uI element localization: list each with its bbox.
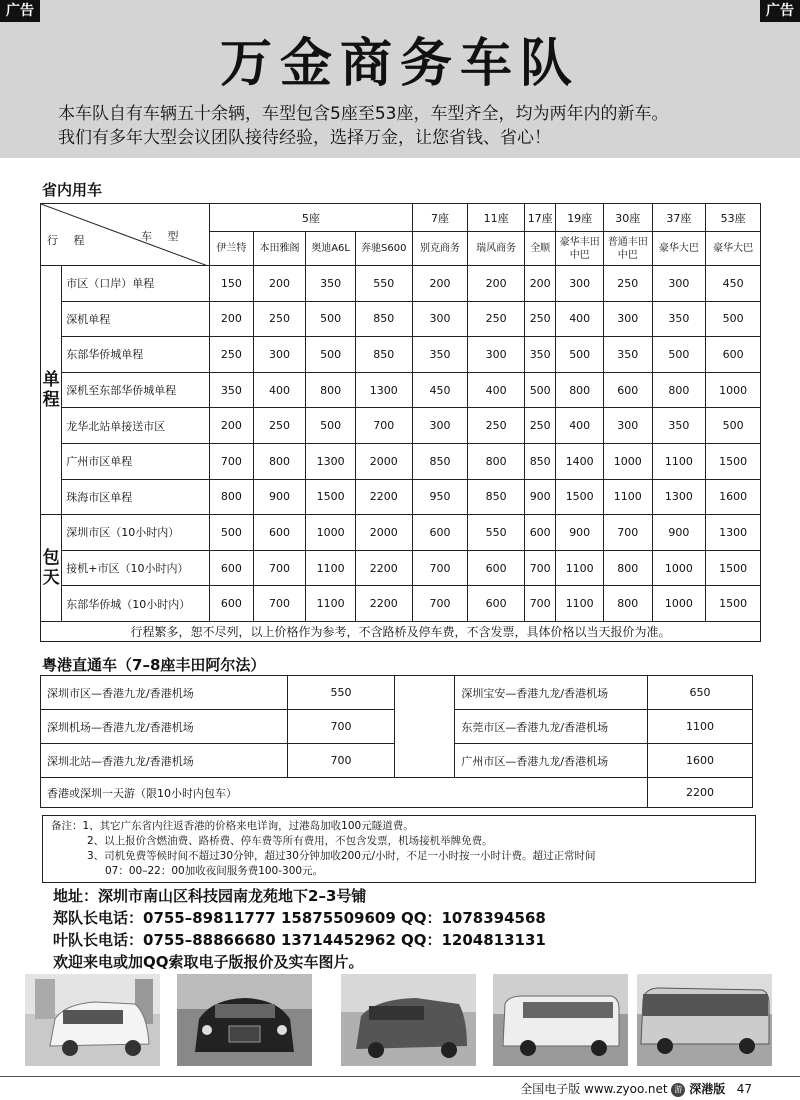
route-cell: 接机+市区（10小时内） — [62, 550, 210, 586]
price-cell: 800 — [603, 586, 652, 622]
price-cell: 250 — [468, 408, 525, 444]
price-cell: 600 — [412, 515, 468, 551]
seat-group: 7座 — [412, 204, 468, 232]
contact-ye: 叶队长电话：0755–88866680 13714452962 QQ：1204813131 — [53, 931, 546, 949]
hk-price-table — [40, 675, 753, 808]
price-cell: 1000 — [652, 586, 706, 622]
price-cell: 700 — [525, 586, 556, 622]
price-cell: 1000 — [706, 372, 761, 408]
province-section-title: 省内用车 — [42, 181, 103, 199]
price-cell: 1100 — [306, 586, 356, 622]
price-cell: 1300 — [306, 443, 356, 479]
price-cell: 250 — [525, 408, 556, 444]
hk-row — [41, 676, 753, 710]
price-cell: 150 — [210, 266, 254, 302]
route-cell: 广州市区单程 — [62, 443, 210, 479]
price-cell: 300 — [603, 408, 652, 444]
contact-welcome: 欢迎来电或加QQ索取电子版报价及实车图片。 — [53, 953, 364, 971]
price-cell: 1300 — [706, 515, 761, 551]
hk-route-cell: 深圳市区—香港九龙/香港机场 — [41, 676, 288, 710]
model-header: 普通丰田中巴 — [603, 232, 652, 266]
price-cell: 700 — [412, 586, 468, 622]
price-cell: 350 — [652, 408, 706, 444]
hk-route-cell: 深圳北站—香港九龙/香港机场 — [41, 744, 288, 778]
hk-route-cell: 深圳机场—香港九龙/香港机场 — [41, 710, 288, 744]
price-cell: 1100 — [603, 479, 652, 515]
seat-group: 11座 — [468, 204, 525, 232]
note-line-3: 3、司机免费等候时间不超过30分钟，超过30分钟加收200元/小时，不足一小时按一小时计费。超过正常时间 — [87, 850, 596, 862]
table-corner-cell — [41, 204, 210, 266]
table-row — [41, 479, 761, 515]
price-cell: 700 — [355, 408, 412, 444]
price-cell: 350 — [306, 266, 356, 302]
coaster-minibus-photo — [493, 974, 628, 1066]
price-cell: 700 — [603, 515, 652, 551]
price-cell: 250 — [253, 408, 306, 444]
model-header: 伊兰特 — [210, 232, 254, 266]
price-cell: 700 — [210, 443, 254, 479]
hk-price-cell: 700 — [287, 744, 395, 778]
price-cell: 800 — [652, 372, 706, 408]
price-cell: 1300 — [652, 479, 706, 515]
price-cell: 850 — [355, 301, 412, 337]
province-price-table — [40, 203, 761, 642]
page-title: 万金商务车队 — [219, 34, 580, 94]
price-cell: 400 — [253, 372, 306, 408]
price-cell: 550 — [468, 515, 525, 551]
group-single-trip — [41, 266, 62, 515]
price-cell: 1100 — [556, 586, 604, 622]
route-cell: 东部华侨城单程 — [62, 337, 210, 373]
price-cell: 350 — [603, 337, 652, 373]
price-cell: 850 — [468, 479, 525, 515]
price-cell: 200 — [468, 266, 525, 302]
page-number: 47 — [736, 1082, 752, 1096]
price-cell: 950 — [412, 479, 468, 515]
table-row — [41, 408, 761, 444]
price-cell: 700 — [253, 586, 306, 622]
price-cell: 350 — [652, 301, 706, 337]
price-cell: 700 — [412, 550, 468, 586]
hk-price-cell: 1100 — [648, 710, 753, 744]
price-cell: 250 — [253, 301, 306, 337]
seat-group: 19座 — [556, 204, 604, 232]
price-cell: 200 — [412, 266, 468, 302]
price-cell: 500 — [556, 337, 604, 373]
intro-line-1: 本车队自有车辆五十余辆，车型包含5座至53座，车型齐全，均为两年内的新车。 — [58, 104, 669, 124]
model-header: 奔驰S600 — [355, 232, 412, 266]
price-cell: 550 — [355, 266, 412, 302]
hk-route-cell: 广州市区—香港九龙/香港机场 — [455, 744, 648, 778]
price-cell: 500 — [706, 408, 761, 444]
route-cell: 市区（口岸）单程 — [62, 266, 210, 302]
price-cell: 850 — [355, 337, 412, 373]
price-cell: 2000 — [355, 443, 412, 479]
intro-line-2: 我们有多年大型会议团队接待经验，选择万金，让您省钱、省心！ — [58, 128, 551, 148]
table-note-row — [41, 621, 761, 641]
price-cell: 600 — [210, 550, 254, 586]
table-row — [41, 372, 761, 408]
table-row — [41, 586, 761, 622]
corner-label-model: 车 型 — [141, 230, 185, 243]
ad-label-left: 广告 — [0, 0, 40, 22]
price-cell: 900 — [253, 479, 306, 515]
hk-route-cell: 深圳宝安—香港九龙/香港机场 — [455, 676, 648, 710]
ad-label-right: 广告 — [760, 0, 800, 22]
hk-section-title: 粤港直通车（7–8座丰田阿尔法） — [42, 656, 266, 674]
price-cell: 1500 — [706, 550, 761, 586]
price-cell: 2200 — [355, 479, 412, 515]
hk-day-trip-row — [41, 778, 753, 808]
price-cell: 1000 — [652, 550, 706, 586]
price-cell: 800 — [253, 443, 306, 479]
price-cell: 600 — [603, 372, 652, 408]
price-cell: 300 — [253, 337, 306, 373]
model-header: 豪华大巴 — [706, 232, 761, 266]
price-cell: 700 — [525, 550, 556, 586]
hk-price-cell: 650 — [648, 676, 753, 710]
price-cell: 1100 — [556, 550, 604, 586]
price-cell: 800 — [468, 443, 525, 479]
hk-day-trip-price: 2200 — [648, 778, 753, 808]
model-header: 豪华丰田中巴 — [556, 232, 604, 266]
price-cell: 350 — [412, 337, 468, 373]
buick-mpv-photo — [341, 974, 476, 1066]
price-cell: 1600 — [706, 479, 761, 515]
price-cell: 1000 — [306, 515, 356, 551]
price-cell: 300 — [603, 301, 652, 337]
route-cell: 深圳市区（10小时内） — [62, 515, 210, 551]
price-cell: 850 — [525, 443, 556, 479]
coach-bus-photo — [637, 974, 772, 1066]
group-full-day — [41, 515, 62, 622]
audi-sedan-photo — [177, 974, 312, 1066]
price-cell: 600 — [468, 550, 525, 586]
price-cell: 300 — [412, 408, 468, 444]
table-row — [41, 301, 761, 337]
hk-price-cell: 550 — [287, 676, 395, 710]
price-cell: 850 — [412, 443, 468, 479]
price-cell: 1500 — [706, 586, 761, 622]
price-cell: 200 — [525, 266, 556, 302]
hk-price-cell: 1600 — [648, 744, 753, 778]
route-cell: 深机至东部华侨城单程 — [62, 372, 210, 408]
price-cell: 600 — [468, 586, 525, 622]
price-cell: 600 — [525, 515, 556, 551]
price-cell: 400 — [468, 372, 525, 408]
price-cell: 450 — [412, 372, 468, 408]
price-cell: 2200 — [355, 586, 412, 622]
price-cell: 200 — [210, 408, 254, 444]
price-cell: 1500 — [306, 479, 356, 515]
group-label: 包天 — [42, 548, 60, 589]
hk-price-cell: 700 — [287, 710, 395, 744]
seat-group: 17座 — [525, 204, 556, 232]
price-cell: 300 — [412, 301, 468, 337]
price-cell: 2000 — [355, 515, 412, 551]
toyota-alphard-photo — [25, 974, 160, 1066]
price-cell: 700 — [253, 550, 306, 586]
route-cell: 龙华北站单接送市区 — [62, 408, 210, 444]
footer-url[interactable]: www.zyoo.net — [584, 1082, 668, 1096]
corner-label-route: 行 程 — [47, 234, 91, 247]
hk-spacer-cell — [395, 676, 455, 778]
price-cell: 400 — [556, 301, 604, 337]
table-row — [41, 550, 761, 586]
price-cell: 450 — [706, 266, 761, 302]
publisher-logo-icon: 游 — [671, 1083, 685, 1097]
price-cell: 350 — [525, 337, 556, 373]
seat-group: 37座 — [652, 204, 706, 232]
contact-zheng: 郑队长电话：0755–89811777 15875509609 QQ：1078394568 — [53, 909, 546, 927]
price-cell: 300 — [652, 266, 706, 302]
price-cell: 800 — [306, 372, 356, 408]
footer-divider — [0, 1076, 800, 1077]
price-cell: 500 — [210, 515, 254, 551]
model-header: 全顺 — [525, 232, 556, 266]
price-cell: 600 — [253, 515, 306, 551]
price-cell: 500 — [306, 337, 356, 373]
model-header: 别克商务 — [412, 232, 468, 266]
seat-group: 30座 — [603, 204, 652, 232]
price-disclaimer: 行程繁多，恕不尽列，以上价格作为参考，不含路桥及停车费，不含发票，具体价格以当天报价为准。 — [41, 621, 761, 641]
hk-route-cell: 东莞市区—香港九龙/香港机场 — [455, 710, 648, 744]
price-cell: 1400 — [556, 443, 604, 479]
price-cell: 600 — [210, 586, 254, 622]
model-header: 奥迪A6L — [306, 232, 356, 266]
model-header: 瑞风商务 — [468, 232, 525, 266]
price-cell: 1100 — [652, 443, 706, 479]
footer-edition: 深港版 — [689, 1082, 726, 1096]
price-cell: 900 — [525, 479, 556, 515]
table-row — [41, 515, 761, 551]
price-cell: 250 — [525, 301, 556, 337]
price-cell: 200 — [253, 266, 306, 302]
price-cell: 800 — [603, 550, 652, 586]
price-cell: 500 — [652, 337, 706, 373]
seat-group: 5座 — [210, 204, 413, 232]
contact-address: 地址：深圳市南山区科技园南龙苑地下2–3号铺 — [53, 887, 367, 905]
table-row — [41, 266, 761, 302]
price-cell: 200 — [210, 301, 254, 337]
route-cell: 珠海市区单程 — [62, 479, 210, 515]
model-header: 豪华大巴 — [652, 232, 706, 266]
price-cell: 250 — [210, 337, 254, 373]
note-line-2: 2、以上报价含燃油费、路桥费、停车费等所有费用，不包含发票，机场接机举牌免费。 — [87, 835, 493, 847]
price-cell: 300 — [556, 266, 604, 302]
hk-day-trip-route: 香港或深圳一天游（限10小时内包车） — [41, 778, 648, 808]
price-cell: 500 — [525, 372, 556, 408]
footer-prefix: 全国电子版 — [520, 1082, 581, 1096]
group-label: 单程 — [42, 370, 60, 411]
price-cell: 1100 — [306, 550, 356, 586]
price-cell: 1300 — [355, 372, 412, 408]
price-cell: 1500 — [706, 443, 761, 479]
route-cell: 东部华侨城（10小时内） — [62, 586, 210, 622]
table-row — [41, 337, 761, 373]
table-row — [41, 443, 761, 479]
page-footer — [520, 1080, 752, 1097]
price-cell: 600 — [706, 337, 761, 373]
price-cell: 400 — [556, 408, 604, 444]
price-cell: 250 — [468, 301, 525, 337]
price-cell: 900 — [652, 515, 706, 551]
seat-group: 53座 — [706, 204, 761, 232]
price-cell: 350 — [210, 372, 254, 408]
price-cell: 300 — [468, 337, 525, 373]
notes-box — [42, 815, 756, 883]
price-cell: 800 — [556, 372, 604, 408]
price-cell: 1500 — [556, 479, 604, 515]
price-cell: 1000 — [603, 443, 652, 479]
price-cell: 500 — [706, 301, 761, 337]
price-cell: 900 — [556, 515, 604, 551]
price-cell: 500 — [306, 301, 356, 337]
route-cell: 深机单程 — [62, 301, 210, 337]
price-cell: 800 — [210, 479, 254, 515]
note-line-4: 07：00–22：00加收夜间服务费100-300元。 — [105, 865, 324, 877]
price-cell: 2200 — [355, 550, 412, 586]
model-header: 本田雅阁 — [253, 232, 306, 266]
price-cell: 250 — [603, 266, 652, 302]
note-line-1: 备注：1、其它广东省内往返香港的价格来电详询，过港岛加收100元隧道费。 — [51, 820, 414, 832]
price-cell: 500 — [306, 408, 356, 444]
